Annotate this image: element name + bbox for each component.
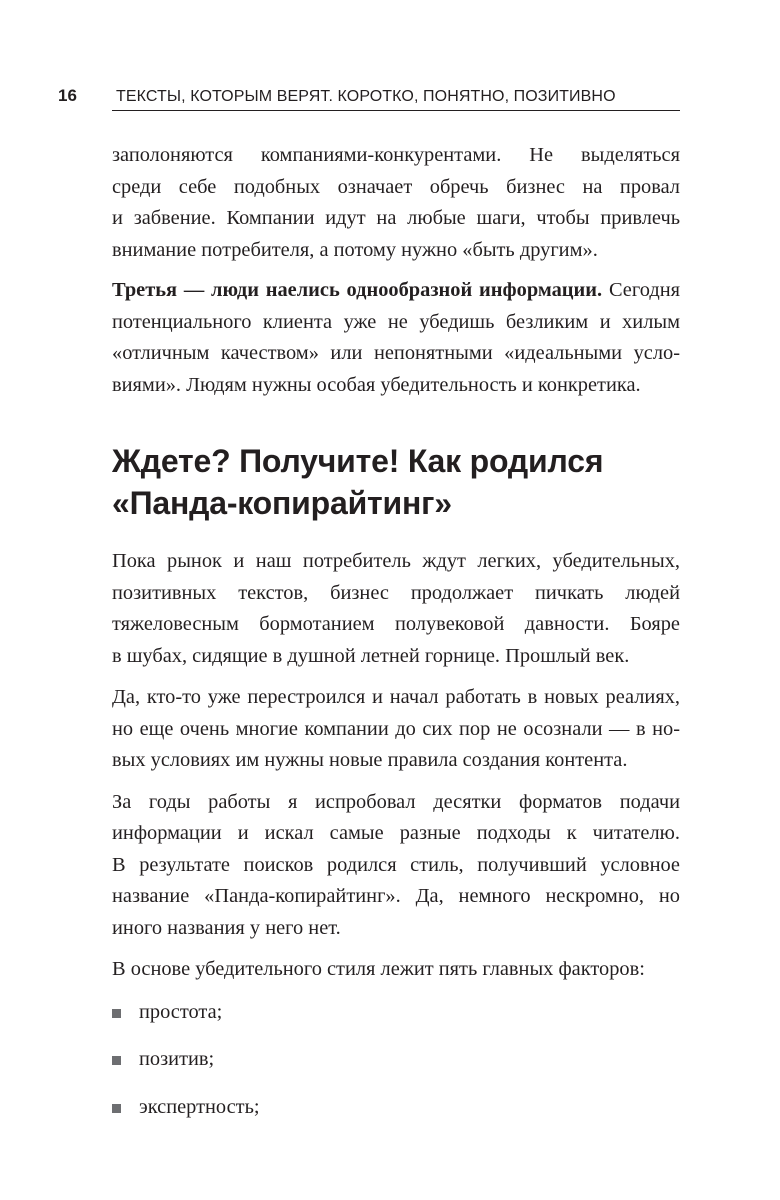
text-line: внимание потребителя, а потому нужно «быть другим».: [112, 238, 598, 261]
heading-line-1: Ждете? Получите! Как родился: [112, 443, 604, 479]
header-divider: [112, 110, 680, 111]
text-line: информации и искал самые разные подходы к читателю.: [112, 822, 680, 844]
text-line: в шубах, сидящие в душной летней горнице. Прошлый век.: [112, 644, 630, 667]
text-line: название «Панда-копирайтинг». Да, немного нескромно, но: [112, 885, 680, 907]
text-line: Да, кто-то уже перестроился и начал работать в новых реалиях,: [112, 686, 680, 708]
text-line: потенциального клиента уже не убедишь безликим и хилым: [112, 310, 680, 333]
text-line: вых условиях им нужны новые правила создания контента.: [112, 749, 628, 771]
heading-line-2: «Панда-копирайтинг»: [112, 485, 452, 521]
factors-list: [112, 997, 680, 1124]
paragraph-4: [112, 682, 680, 777]
text-line: заполоняются компаниями-конкурентами. Не выделяться: [112, 144, 680, 166]
list-item: [112, 1092, 680, 1124]
square-bullet-icon: [112, 1009, 121, 1018]
paragraph-3: [112, 546, 680, 672]
page-number: 16: [58, 86, 77, 105]
text-line: [112, 275, 680, 307]
bold-lead-phrase: Третья — люди наелись однообразной информации.: [112, 279, 603, 301]
list-item-text: простота;: [139, 1000, 223, 1023]
text-line: Пока рынок и наш потребитель ждут легких, убедительных,: [112, 550, 680, 572]
text-line: «отличным качеством» или непонятными «идеальными усло-: [112, 342, 680, 364]
page-body: [112, 140, 680, 1139]
square-bullet-icon: [112, 1056, 121, 1065]
text-line: позитивных текстов, бизнес продолжает пичкать людей: [112, 581, 680, 604]
running-head: [58, 84, 680, 110]
text-line: иного названия у него нет.: [112, 916, 341, 939]
paragraph-6: [112, 954, 680, 986]
text-line: За годы работы я испробовал десятки форматов подачи: [112, 790, 680, 813]
paragraph-2: [112, 275, 680, 401]
section-heading: [112, 440, 680, 524]
list-item: [112, 1044, 680, 1076]
text-line: В результате поисков родился стиль, получивший условное: [112, 853, 680, 876]
lead-line-continuation: Сегодня: [602, 279, 680, 301]
text-line: В основе убедительного стиля лежит пять главных факторов:: [112, 958, 645, 980]
book-title: ТЕКСТЫ, КОТОРЫМ ВЕРЯТ. КОРОТКО, ПОНЯТНО, ПОЗИТИВНО: [116, 88, 616, 105]
list-item-text: позитив;: [139, 1048, 215, 1070]
paragraph-1: [112, 140, 680, 266]
text-line: среди себе подобных означает обречь бизнес на провал: [112, 175, 680, 198]
text-line: но еще очень многие компании до сих пор не осознали — в но-: [112, 717, 680, 740]
text-line: тяжеловесным бормотанием полувековой давности. Бояре: [112, 613, 680, 635]
paragraph-5: [112, 787, 680, 945]
text-line: виями». Людям нужны особая убедительность и конкретика.: [112, 373, 641, 396]
square-bullet-icon: [112, 1104, 121, 1113]
list-item: [112, 997, 680, 1029]
text-line: и забвение. Компании идут на любые шаги, чтобы привлечь: [112, 207, 680, 229]
list-item-text: экспертность;: [139, 1095, 260, 1118]
